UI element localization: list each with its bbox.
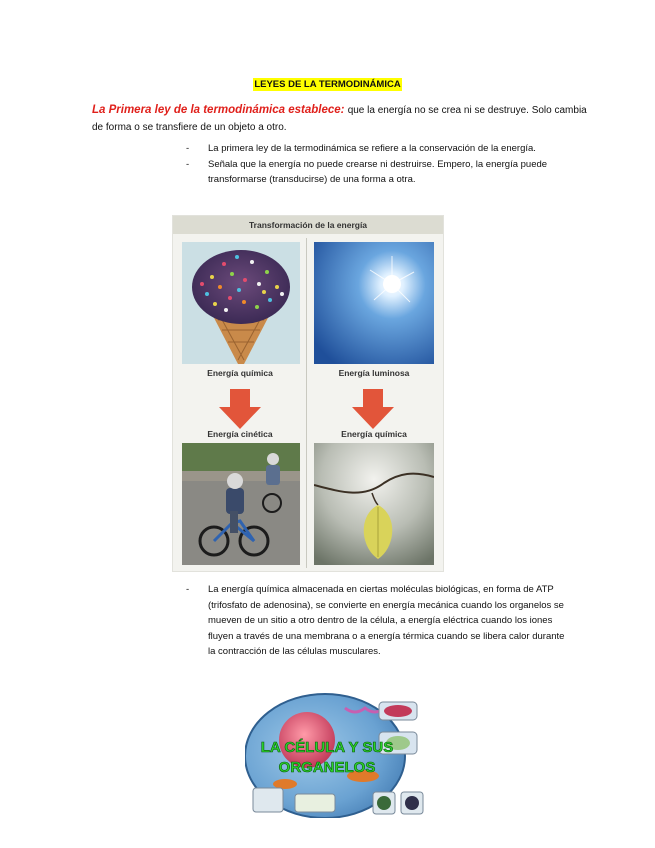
intro-lead: La Primera ley de la termodinámica establece: [92, 104, 341, 116]
children-bicycles-image: [182, 443, 300, 565]
bullet-text: La primera ley de la termodinámica se refiere a la conservación de la energía.: [208, 143, 536, 154]
document-title: [0, 79, 655, 90]
list-item: [186, 582, 566, 660]
down-arrow-icon: [219, 389, 261, 429]
bullet-list-bottom: [186, 582, 566, 660]
figure-divider: [306, 238, 307, 568]
intro-colon: :: [340, 104, 348, 116]
caption-chemical-energy-2: Energía química: [341, 429, 407, 439]
intro-text: que la energía no se crea ni se destruye. Solo cambia de forma o se transfiere de un objeto a otro.: [92, 105, 587, 133]
cell-image-title-line1: LA CÉLULA Y SUS: [260, 739, 394, 756]
leaf-image: [314, 443, 434, 565]
cell-image-title-line2: ORGANELOS: [278, 759, 376, 776]
bullet-dash: -: [186, 158, 190, 170]
bullet-dash: -: [186, 143, 190, 154]
sun-sky-image: [314, 242, 434, 364]
ice-cream-image: [182, 242, 300, 364]
figure-header: Transformación de la energía: [173, 216, 443, 234]
bullet-text: La energía química almacenada en ciertas moléculas biológicas, en forma de ATP (trifosfato de adenosina), se convierte en energía mecánica cuando los organelos se mueven de un sitio a otro dentro de la célula, a energía eléctrica cuando los iones fluyen a través de una membrana o a energía térmica cuando se libera calor durante la contracción de las células musculares.: [208, 584, 565, 657]
list-item: [186, 157, 566, 188]
title-text: LEYES DE LA TERMODINÁMICA: [254, 79, 401, 90]
bullet-list-top: [186, 141, 566, 188]
down-arrow-icon: [352, 389, 394, 429]
cell-organelles-image: [245, 688, 430, 818]
intro-paragraph: [92, 102, 592, 136]
caption-kinetic-energy: Energía cinética: [207, 429, 273, 439]
energy-transformation-figure: [172, 215, 444, 572]
bullet-text: Señala que la energía no puede crearse ni destruirse. Empero, la energía puede transformarse (transducirse) de una forma a otra.: [208, 158, 548, 185]
caption-light-energy: Energía luminosa: [338, 368, 410, 378]
bullet-dash: -: [186, 584, 190, 595]
list-item: [186, 141, 566, 157]
caption-chemical-energy: Energía química: [207, 368, 273, 378]
